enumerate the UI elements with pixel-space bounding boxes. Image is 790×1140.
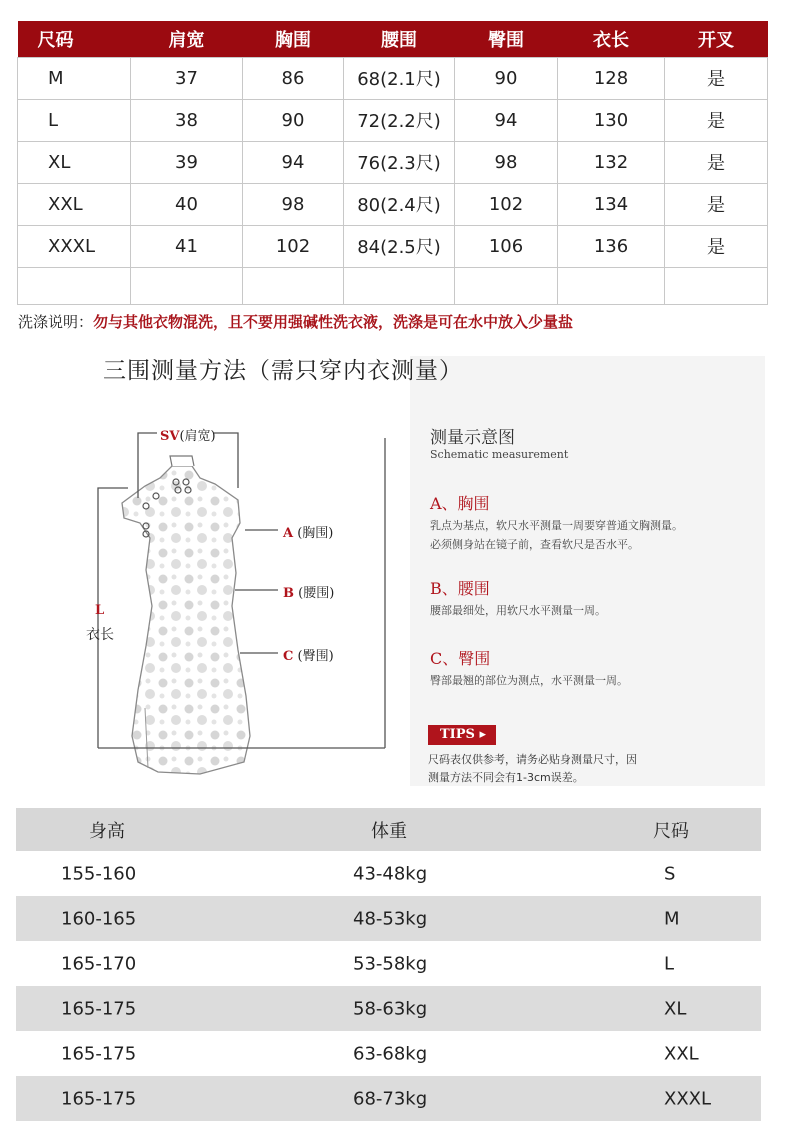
hw-size-cell: XL [664, 998, 687, 1019]
table-cell: 90 [455, 57, 558, 99]
schematic-title-cn: 测量示意图 [430, 428, 515, 448]
table-cell [665, 267, 768, 304]
hw-weight-cell: 58-63kg [353, 998, 428, 1019]
tips-text [428, 751, 688, 787]
table-cell: 是 [665, 57, 768, 99]
hw-height-cell: 155-160 [61, 863, 137, 884]
label-sv: SV(肩宽) [160, 429, 216, 444]
measure-a-desc [430, 516, 760, 554]
table-row [18, 99, 768, 141]
dress-shape [122, 466, 250, 774]
qipao-illustration [0, 338, 400, 810]
hw-weight-cell: 53-58kg [353, 953, 428, 974]
table-cell: 84(2.5尺) [344, 225, 455, 267]
table-cell: M [18, 57, 131, 99]
table-cell: 39 [131, 141, 243, 183]
wash-note-text: 勿与其他衣物混洗，且不要用强碱性洗衣液，洗涤是可在水中放入少量盐 [93, 313, 574, 331]
table-cell: 80(2.4尺) [344, 183, 455, 225]
size-table-header-row [18, 21, 768, 57]
table-cell: 106 [455, 225, 558, 267]
washing-instructions [18, 311, 573, 332]
measure-c-desc [430, 671, 760, 690]
hw-height-cell: 160-165 [61, 908, 137, 929]
header-length: 衣长 [558, 21, 665, 57]
header-size: 尺码 [18, 21, 131, 57]
table-cell [131, 267, 243, 304]
height-weight-chart [16, 808, 761, 1121]
table-cell: 94 [455, 99, 558, 141]
hw-row [16, 1076, 761, 1121]
measure-a-line-1: 乳点为基点，软尺水平测量一周要穿普通文胸测量。 [430, 519, 683, 532]
hw-row [16, 941, 761, 986]
header-bust: 胸围 [243, 21, 344, 57]
table-cell [455, 267, 558, 304]
hw-size-cell: L [664, 953, 675, 974]
hw-weight-cell: 43-48kg [353, 863, 428, 884]
label-b-waist: B (腰围) [283, 586, 335, 601]
hw-header-size: 尺码 [653, 820, 689, 842]
measure-b-line-1: 腰部最细处，用软尺水平测量一周。 [430, 604, 606, 617]
tips-line-2: 测量方法不同会有1-3cm误差。 [428, 771, 584, 784]
label-l-marker: L [95, 603, 105, 618]
size-chart [17, 21, 767, 305]
hw-weight-cell: 63-68kg [353, 1043, 428, 1064]
table-cell: 72(2.2尺) [344, 99, 455, 141]
hw-header-row [16, 808, 761, 851]
measurement-title: 三围测量方法（需只穿内衣测量） [103, 358, 463, 384]
table-cell: L [18, 99, 131, 141]
measurement-panel-background [410, 356, 765, 786]
hw-weight-cell: 48-53kg [353, 908, 428, 929]
table-cell: XXL [18, 183, 131, 225]
measure-c-line-1: 臀部最翘的部位为测点，水平测量一周。 [430, 674, 628, 687]
table-cell: 128 [558, 57, 665, 99]
header-waist: 腰围 [344, 21, 455, 57]
table-cell: 98 [243, 183, 344, 225]
table-cell: 134 [558, 183, 665, 225]
hw-size-cell: M [664, 908, 680, 929]
collar-shape [170, 456, 194, 466]
table-cell [243, 267, 344, 304]
wash-note-label: 洗涤说明： [18, 313, 94, 331]
table-cell: 102 [455, 183, 558, 225]
tips-badge [428, 725, 496, 745]
header-shoulder: 肩宽 [131, 21, 243, 57]
hw-row [16, 1031, 761, 1076]
table-row [18, 225, 768, 267]
header-slit: 开叉 [665, 21, 768, 57]
hw-row [16, 986, 761, 1031]
table-cell: 98 [455, 141, 558, 183]
measure-a-line-2: 必须侧身站在镜子前，查看软尺是否水平。 [430, 538, 639, 551]
hw-weight-cell: 68-73kg [353, 1088, 428, 1109]
table-cell: 132 [558, 141, 665, 183]
table-cell: 86 [243, 57, 344, 99]
table-cell: 68(2.1尺) [344, 57, 455, 99]
table-cell: 是 [665, 183, 768, 225]
hw-header-height: 身高 [89, 820, 125, 842]
table-cell: 40 [131, 183, 243, 225]
hw-height-cell: 165-175 [61, 1043, 137, 1064]
tips-label: TIPS [440, 727, 475, 742]
table-cell: 130 [558, 99, 665, 141]
triangle-right-icon: ▸ [479, 727, 486, 742]
label-c-hip: C (臀围) [283, 649, 334, 664]
hw-row [16, 896, 761, 941]
tips-line-1: 尺码表仅供参考，请务必贴身测量尺寸，因 [428, 753, 637, 766]
table-row [18, 267, 768, 304]
table-cell: 38 [131, 99, 243, 141]
measurement-guide [0, 338, 790, 810]
schematic-title-en: Schematic measurement [430, 448, 569, 461]
table-cell: 94 [243, 141, 344, 183]
label-a-bust: A (胸围) [283, 526, 334, 541]
table-cell [18, 267, 131, 304]
table-cell: 102 [243, 225, 344, 267]
table-cell [558, 267, 665, 304]
table-cell: 76(2.3尺) [344, 141, 455, 183]
table-cell: 是 [665, 141, 768, 183]
measure-c-heading: C、臀围 [430, 649, 491, 668]
table-cell: 136 [558, 225, 665, 267]
measure-b-desc [430, 601, 760, 620]
label-l-length: 衣长 [86, 627, 114, 643]
table-cell: XL [18, 141, 131, 183]
table-cell: 41 [131, 225, 243, 267]
dress-diagram [0, 338, 400, 810]
table-row [18, 183, 768, 225]
hw-row [16, 851, 761, 896]
measure-b-heading: B、腰围 [430, 579, 490, 598]
table-cell: 是 [665, 99, 768, 141]
hw-height-cell: 165-175 [61, 998, 137, 1019]
table-cell: 是 [665, 225, 768, 267]
measure-a-heading: A、胸围 [430, 494, 490, 513]
table-row [18, 57, 768, 99]
table-cell: 37 [131, 57, 243, 99]
hw-size-cell: XXXL [664, 1088, 712, 1109]
table-cell: XXXL [18, 225, 131, 267]
hw-size-cell: S [664, 863, 676, 884]
table-cell: 90 [243, 99, 344, 141]
hw-height-cell: 165-170 [61, 953, 137, 974]
hw-height-cell: 165-175 [61, 1088, 137, 1109]
hw-size-cell: XXL [664, 1043, 699, 1064]
table-cell [344, 267, 455, 304]
size-table [17, 21, 768, 305]
header-hip: 臀围 [455, 21, 558, 57]
table-row [18, 141, 768, 183]
hw-header-weight: 体重 [371, 820, 407, 842]
